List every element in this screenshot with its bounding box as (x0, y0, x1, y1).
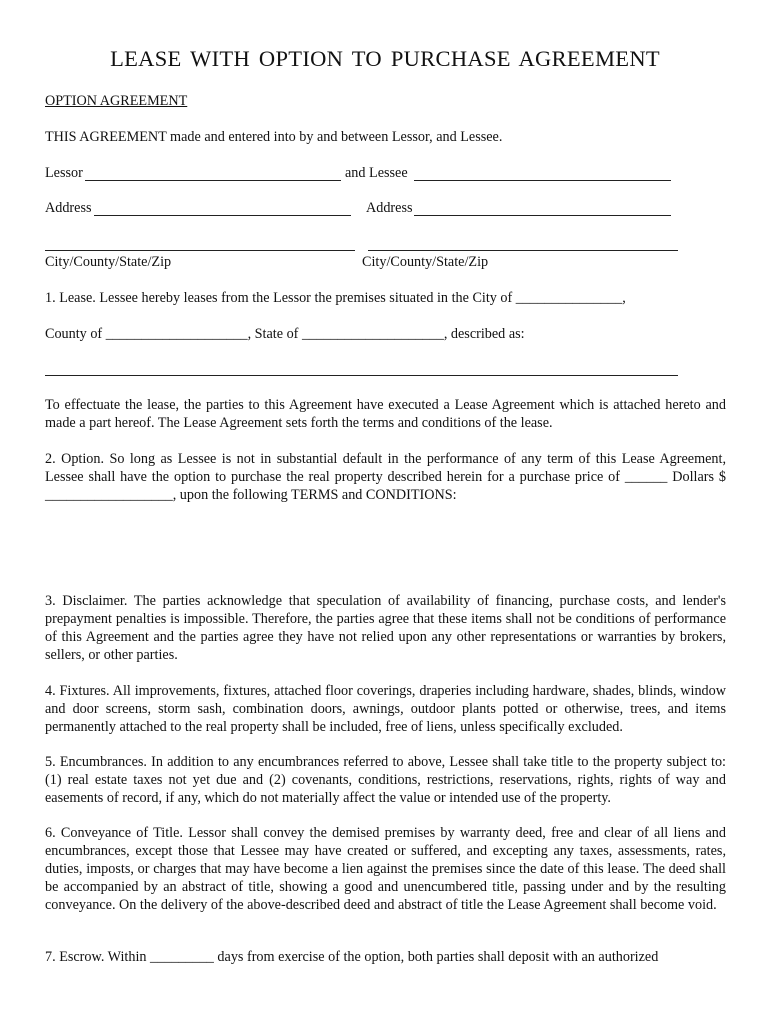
lessee-city-field[interactable] (368, 250, 678, 251)
lease-clause-line1: 1. Lease. Lessee hereby leases from the Lessor the premises situated in the City of _______________, (45, 290, 626, 306)
encumbrances-paragraph: 5. Encumbrances. In addition to any encumbrances referred to above, Lessee shall take title to the property subject to: (1) real estate taxes not yet due and (2) covenants, conditions, restrictions, reservations, rights, rights of way and easements of record, if any, which do not materially affect the value or intended use of the property. (45, 754, 726, 806)
option-paragraph: 2. Option. So long as Lessee is not in substantial default in the performance of any term of this Lease Agreement, Lessee shall have the option to purchase the real property described herein for a purchase price of ______ Dollars $ __________________, upon the following TERMS and CONDITIONS: (45, 451, 726, 503)
lessee-city-label: City/County/State/Zip (362, 254, 489, 270)
lessor-city-field[interactable] (45, 250, 355, 251)
premises-description-field[interactable] (45, 375, 678, 376)
lessee-label: and Lessee (345, 165, 408, 181)
lessor-address-field[interactable] (94, 215, 351, 216)
disclaimer-paragraph: 3. Disclaimer. The parties acknowledge that speculation of availability of financing, purchase costs, and lender's prepayment penalties is impossible. Therefore, the parties agree that these items shall not be conditions of performance of this Agreement and the parties agree they have not relied upon any other representations or warranties by brokers, sellers, or other parties. (45, 593, 726, 663)
escrow-paragraph: 7. Escrow. Within _________ days from exercise of the option, both parties shall deposit with an authorized (45, 949, 659, 965)
intro-paragraph: THIS AGREEMENT made and entered into by and between Lessor, and Lessee. (45, 129, 503, 145)
lessee-field[interactable] (414, 180, 671, 181)
lessor-label: Lessor (45, 165, 83, 181)
lease-clause-line2: County of ____________________, State of ____________________, described as: (45, 326, 525, 342)
lessor-field[interactable] (85, 180, 341, 181)
effectuate-paragraph: To effectuate the lease, the parties to this Agreement have executed a Lease Agreement which is attached hereto and made a part hereof. The Lease Agreement sets forth the terms and conditions of the lease. (45, 397, 726, 431)
lessor-address-label: Address (45, 200, 92, 216)
lessor-city-label: City/County/State/Zip (45, 254, 172, 270)
lessee-address-field[interactable] (414, 215, 671, 216)
section-heading: OPTION AGREEMENT (45, 93, 188, 109)
lessee-address-label: Address (366, 200, 413, 216)
fixtures-paragraph: 4. Fixtures. All improvements, fixtures, attached floor coverings, draperies including hardware, shades, blinds, window and door screens, storm sash, combination doors, awnings, outdoor plants potted or otherwise, trees, and items permanently attached to the real property shall be included, free of liens, unless specifically excluded. (45, 683, 726, 735)
conveyance-paragraph: 6. Conveyance of Title. Lessor shall convey the demised premises by warranty deed, free and clear of all liens and encumbrances, except those that Lessee may have created or suffered, and excepting any taxes, assessments, rates, duties, imposts, or charges that may have become a lien against the premises since the date of this lease. The deed shall be accompanied by an abstract of title, showing a good and unencumbered title, passing under and by the resulting conveyance. On the delivery of the above-described deed and abstract of title the Lease Agreement shall become void. (45, 825, 726, 913)
document-title: LEASE WITH OPTION TO PURCHASE AGREEMENT (110, 46, 660, 71)
